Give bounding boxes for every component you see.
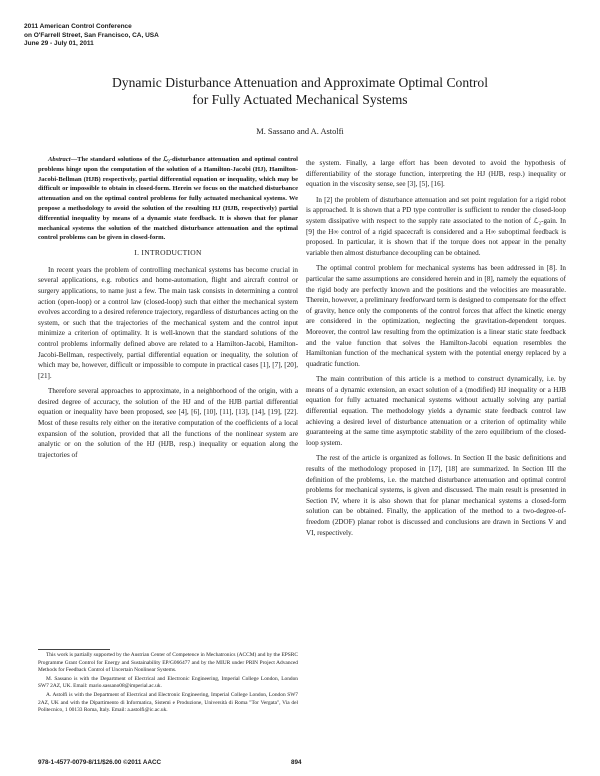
conference-info [24, 23, 159, 49]
title-line-2: for Fully Actuated Mechanical Systems [192, 92, 408, 107]
paragraph: The optimal control problem for mechanical systems has been addressed in [8]. In particular the same assumptions are considered herein and in [8], namely the equations of the rigid body are perfectly known and the positions and the velocities are measurable. Therein, however, a preliminary feedforward term is designed to compensate for the effect of gravity, hence only the components of the control forces that affect the kinetic energy are considered in the optimization, neglecting the gravitation-dependent torques. Moreover, the control law resulting from the optimization is a linear static state feedback and the value function that solves the Hamilton-Jacobi equation resembles the Hamiltonian function of the mechanical system with the potential energy replaced by a quadratic function. [306, 264, 566, 368]
abstract [38, 155, 298, 243]
footnote: A. Astolfi is with the Department of Electrical and Electronic Engineering, Imperial College London, London SW7 2AZ, UK and with the Dipartimento di Informatica, Sistemi e Produzione, Università di Roma "Tor Vergata", Via del Politecnico, 1 00133 Roma, Italy. Email: a.astolfi@ic.ac.uk. [38, 691, 298, 714]
paragraph: In [2] the problem of disturbance attenuation and set point regulation for a rigid robot is approached. It is shown that a PD type controller is sufficient to render the closed-loop system dissipative with respect to the supply rate associated to the notion of ℒ₂-gain. In [9] the H∞ control of a rigid spacecraft is considered and a H∞ suboptimal feedback is proposed. In particular, it is shown that if the torque does not appear in the penalty variable then almost disturbance decoupling can be obtained. [306, 195, 566, 257]
abstract-text: —The standard solutions of the ℒ₂-disturbance attenuation and optimal control problems hinge upon the computation of the solution of a Hamilton-Jacobi (HJ), Hamilton-Jacobi-Bellman (HJB) respectively, partial differential equation or inequality, which may be difficult or impossible to obtain in closed-form. Herein we focus on the matched disturbance attenuation and on the optimal control problems for fully actuated mechanical systems. We propose a methodology to avoid the solution of the resulting HJ (HJB, respectively) partial differential inequality by means of a dynamic state feedback. It is shown that for planar mechanical systems the solution of the matched disturbance attenuation and the optimal control problems can be given in closed-form. [38, 156, 298, 242]
isbn-footer: 978-1-4577-0079-8/11/$26.00 ©2011 AACC [38, 759, 162, 766]
title-line-1: Dynamic Disturbance Attenuation and Approximate Optimal Control [111, 75, 489, 90]
paragraph: The rest of the article is organized as follows. In Section II the basic definitions and results of the methodology proposed in [17], [18] are summarized. In Section III the definition of the problems, i.e. the matched disturbance attenuation and optimal control problems for mechanical systems, is given and discussed. The main result is presented in Section IV, where it is also shown that for planar mechanical systems a closed-form solution can be obtained. Finally, the application of the method to a two-degree-of-freedom (2DOF) planar robot is discussed and conclusions are drawn in Sections V and VI, respectively. [306, 454, 566, 537]
abstract-label: Abstract [48, 156, 71, 163]
paragraph: The main contribution of this article is a method to construct dynamically, i.e. by means of a dynamic extension, an exact solution of a (modified) HJ inequality or a HJB equation for fully actuated mechanical systems without actually solving any partial differential equation. The methodology yields a dynamic state feedback control law achieving a desired level of disturbance attenuation or a criterion of optimality while guaranteeing at the same time asymptotic stability of the zero equilibrium of the closed-loop system. [306, 375, 566, 447]
page-number: 894 [291, 759, 302, 766]
footnote: M. Sassano is with the Department of Electrical and Electronic Engineering, Imperial College London, London SW7 2AZ, UK. Email: mario.sassano08@imperial.ac.uk. [38, 675, 298, 690]
conference-venue: on O'Farrell Street, San Francisco, CA, USA [24, 31, 159, 39]
footnotes [38, 652, 298, 716]
right-column [306, 158, 566, 543]
conference-dates: June 29 - July 01, 2011 [24, 40, 94, 48]
conference-name: 2011 American Control Conference [24, 23, 132, 30]
paper-title [40, 74, 560, 108]
paragraph: the system. Finally, a large effort has been devoted to avoid the hypothesis of differentiability of the storage function, interpreting the HJ (HJB, resp.) inequality or equation in the viscosity sense, see [3], [5], [16]. [306, 159, 566, 189]
authors: M. Sassano and A. Astolfi [256, 127, 344, 136]
footnote-divider [38, 649, 110, 650]
footnote: This work is partially supported by the Austrian Center of Competence in Mechatronics (ACCM) and by the EPSRC Programme Grant Control for Energy and Sustainability EP/G066477 and by the MIUR under PRIN Project Advanced Methods for Feedback Control of Uncertain Nonlinear Systems. [38, 652, 298, 674]
paragraph: Therefore several approaches to approximate, in a neighborhood of the origin, with a desired degree of accuracy, the solution of the HJ and of the HJB partial differential equation or inequality have been proposed, see [4], [6], [10], [11], [13], [14], [19], [22]. Most of these results rely either on the iterative computation of the coefficients of a local expansion of the solution, provided that all the functions of the nonlinear system are analytic or on the solution of the HJ (HJB, resp.) inequality or equation along the trajectories of [38, 387, 298, 459]
paragraph: In recent years the problem of controlling mechanical systems has become crucial in several applications, e.g. robotics and home-automation, flight and aircraft control or surgery applications, to name just a few. The main task consists in determining a control action (open-loop) or a control law (closed-loop) such that either the mechanical system evolves according to a desired reference trajectory, regardless of disturbances acting on the system, or such that the trajectories of the mechanical system and the control input minimize a criterion of optimality. It is well-known that the standard solutions of the control problems informally defined above are related to a Hamilton-Jacobi, Hamilton-Jacobi-Bellman, respectively, partial differential equation or inequality, the solution of which may be, however, difficult or impossible to compute in practical cases [1], [7], [20], [21]. [38, 265, 298, 380]
section-heading: I. INTRODUCTION [134, 248, 202, 258]
left-column [38, 155, 298, 465]
